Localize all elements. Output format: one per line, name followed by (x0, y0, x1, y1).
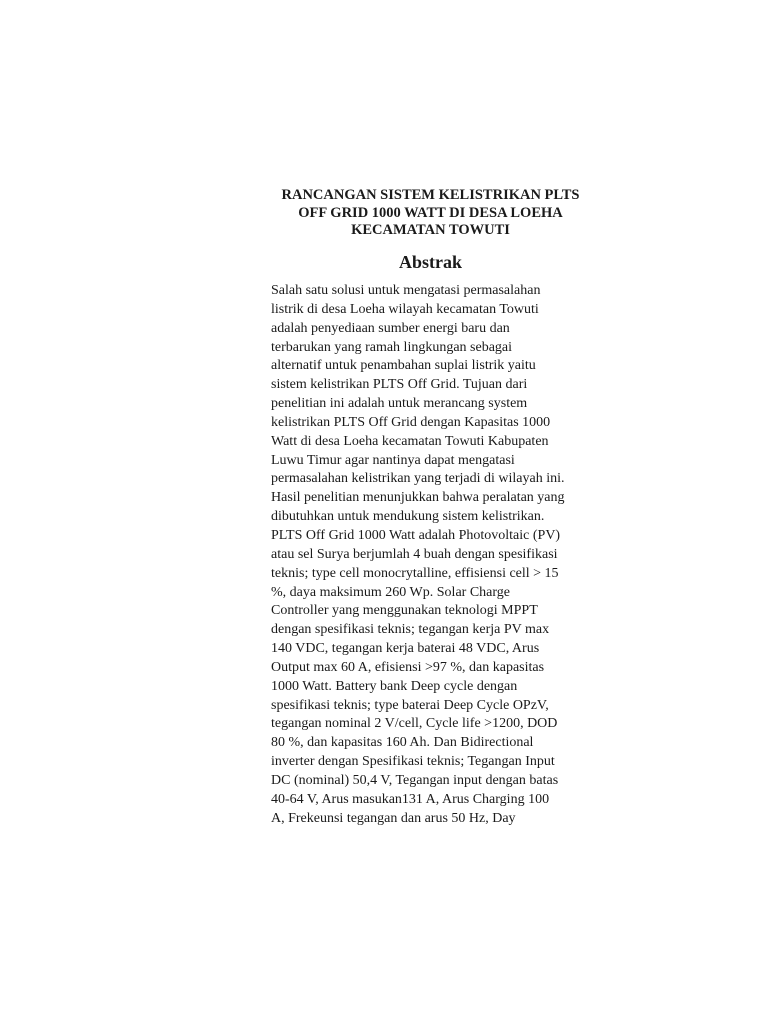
abstract-line: dengan spesifikasi teknis; tegangan kerja PV max (271, 622, 550, 638)
title-line: RANCANGAN SISTEM KELISTRIKAN PLTS (281, 187, 580, 203)
abstract-line: 140 VDC, tegangan kerja baterai 48 VDC, Arus (271, 641, 540, 657)
abstract-line: sistem kelistrikan PLTS Off Grid. Tujuan dari (271, 377, 528, 393)
abstract-line: penelitian ini adalah untuk merancang system (271, 396, 528, 412)
abstract-line: alternatif untuk penambahan suplai listrik yaitu (271, 358, 536, 374)
abstract-body (271, 282, 601, 828)
paper-title (258, 187, 603, 240)
abstract-line: teknis; type cell monocrytalline, effisiensi cell > 15 (271, 565, 559, 581)
abstract-line: 1000 Watt. Battery bank Deep cycle dengan (271, 678, 518, 694)
abstract-line: tegangan nominal 2 V/cell, Cycle life >1200, DOD (271, 716, 558, 732)
abstract-line: permasalahan kelistrikan yang terjadi di wilayah ini. (271, 471, 565, 487)
abstract-line: kelistrikan PLTS Off Grid dengan Kapasitas 1000 (271, 414, 551, 430)
abstract-line: Salah satu solusi untuk mengatasi permasalahan (271, 283, 541, 298)
title-line: OFF GRID 1000 WATT DI DESA LOEHA (298, 204, 563, 221)
abstract-line: DC (nominal) 50,4 V, Tegangan input dengan batas (271, 772, 559, 788)
abstract-line: dibutuhkan untuk mendukung sistem kelistrikan. (271, 509, 545, 525)
abstract-line: Controller yang menggunakan teknologi MPPT (271, 603, 538, 619)
abstract-line: Output max 60 A, efisiensi >97 %, dan kapasitas (271, 659, 545, 675)
abstract-line: spesifikasi teknis; type baterai Deep Cycle OPzV, (271, 697, 549, 713)
abstract-line: Hasil penelitian menunjukkan bahwa peralatan yang (271, 490, 565, 506)
title-line: KECAMATAN TOWUTI (351, 222, 510, 238)
abstract-line: atau sel Surya berjumlah 4 buah dengan spesifikasi (271, 546, 558, 562)
abstract-line: inverter dengan Spesifikasi teknis; Tegangan Input (271, 754, 555, 770)
abstract-line: PLTS Off Grid 1000 Watt adalah Photovoltaic (PV) (271, 527, 561, 543)
abstract-line: listrik di desa Loeha wilayah kecamatan Towuti (271, 301, 539, 317)
abstract-line: A, Frekeunsi tegangan dan arus 50 Hz, Day (271, 810, 516, 826)
abstract-heading: Abstrak (398, 252, 462, 272)
abstract-line: Watt di desa Loeha kecamatan Towuti Kabupaten (271, 433, 549, 449)
abstract-line: adalah penyediaan sumber energi baru dan (271, 320, 510, 336)
abstract-line: Luwu Timur agar nantinya dapat mengatasi (271, 452, 515, 468)
abstract-line: 80 %, dan kapasitas 160 Ah. Dan Bidirectional (271, 735, 534, 751)
abstract-line: %, daya maksimum 260 Wp. Solar Charge (271, 584, 510, 600)
abstract-line: terbarukan yang ramah lingkungan sebagai (271, 339, 513, 355)
abstract-line: 40-64 V, Arus masukan131 A, Arus Charging 100 (271, 791, 550, 807)
